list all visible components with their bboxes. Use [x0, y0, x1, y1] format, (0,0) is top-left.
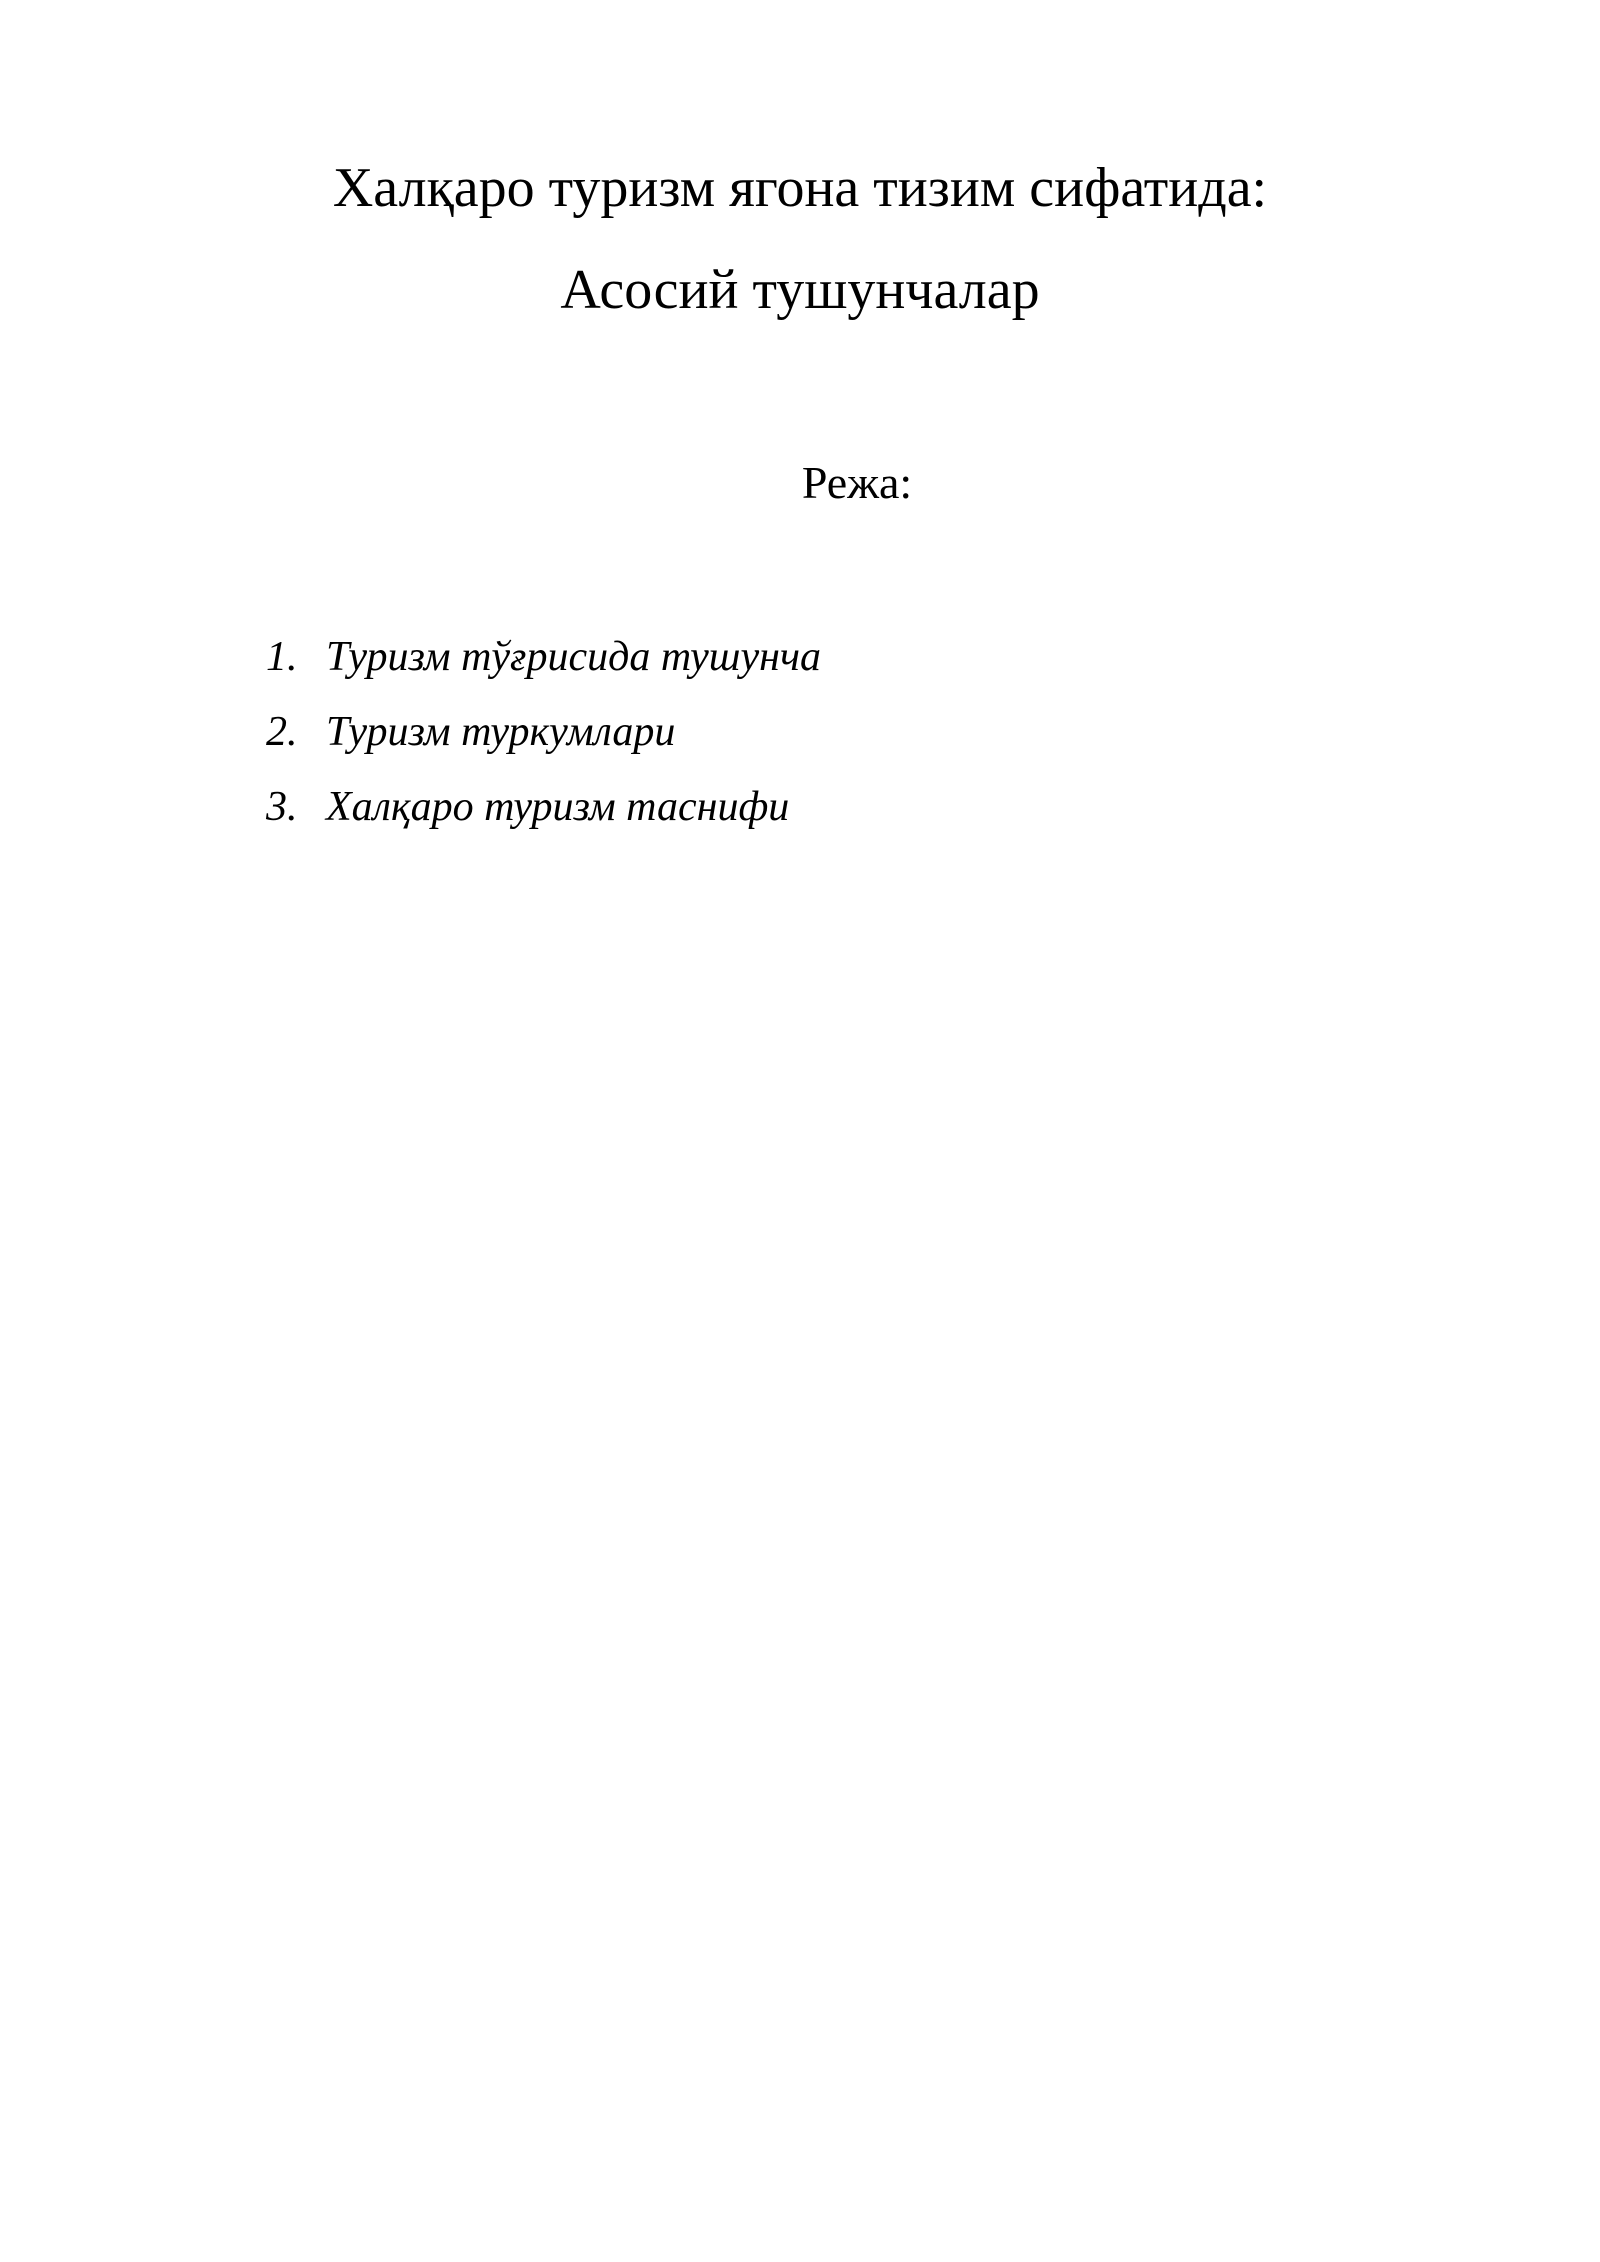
- plan-item-number: 1.: [266, 634, 298, 680]
- document-title-line-1: Халқаро туризм ягона тизим сифатида:: [332, 157, 1268, 219]
- plan-item-text: Туризм тўғрисида тушунча: [326, 634, 821, 680]
- plan-heading: Режа:: [801, 457, 913, 508]
- plan-item: [266, 620, 821, 695]
- plan-item: [266, 695, 821, 770]
- plan-item: [266, 770, 821, 845]
- plan-list: [266, 620, 821, 845]
- plan-item-number: 3.: [266, 784, 298, 830]
- plan-item-text: Халқаро туризм таснифи: [326, 784, 790, 830]
- plan-item-number: 2.: [266, 709, 298, 755]
- plan-item-text: Туризм туркумлари: [326, 709, 676, 755]
- document-title-line-2: Асосий тушунчалар: [560, 259, 1040, 321]
